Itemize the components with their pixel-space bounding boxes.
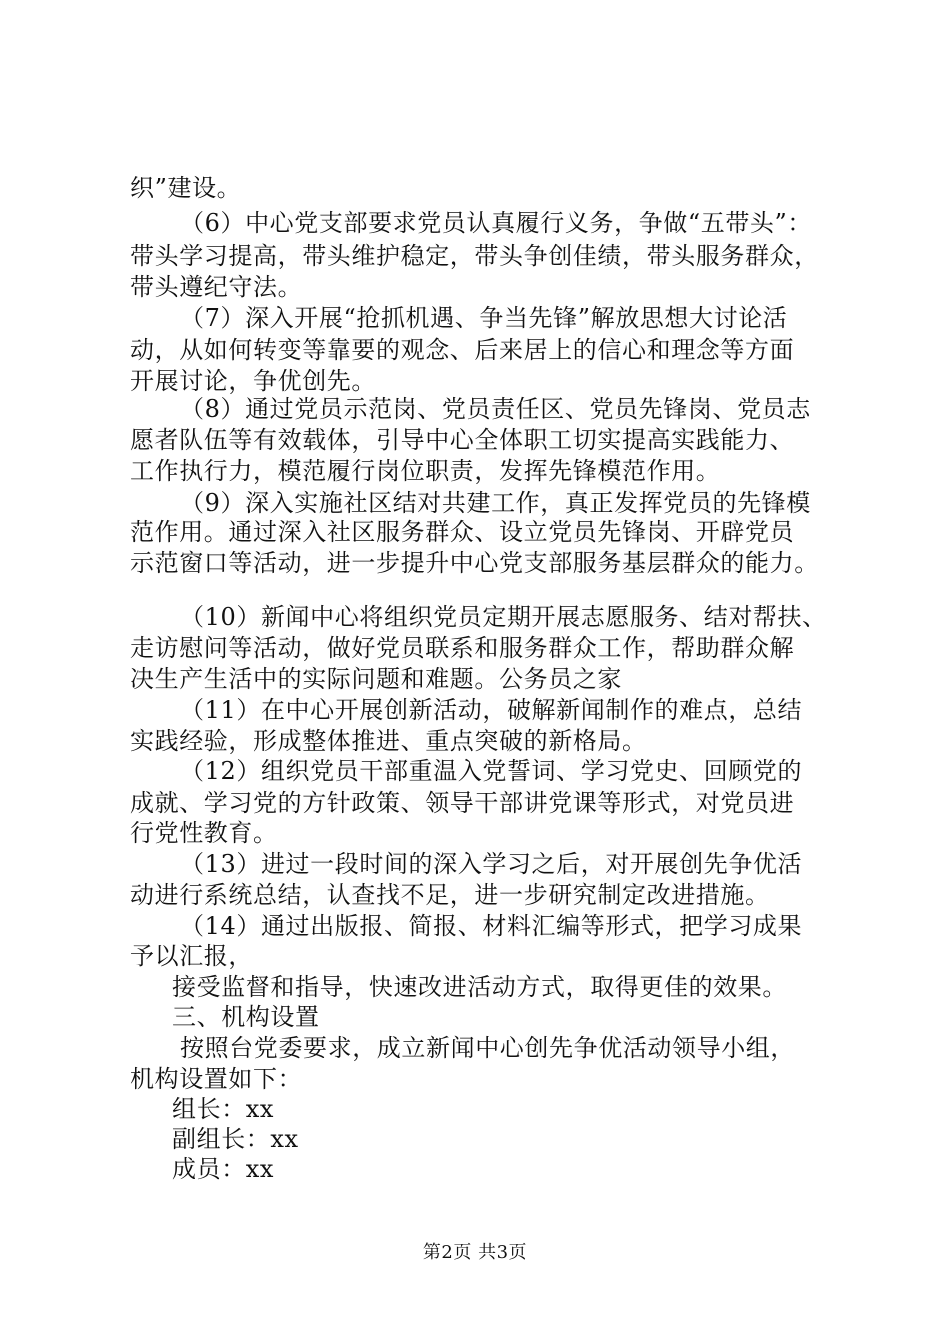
text-line: （8）通过党员示范岗、党员责任区、党员先锋岗、党员志: [180, 395, 811, 423]
text-line: 成员：xx: [172, 1155, 275, 1183]
text-line: 愿者队伍等有效载体，引导中心全体职工切实提高实践能力、: [130, 426, 795, 454]
text-line: 示范窗口等活动，进一步提升中心党支部服务基层群众的能力。: [130, 549, 819, 577]
page-number-footer: 第2页 共3页: [422, 1242, 528, 1263]
text-line: 开展讨论，争优创先。: [130, 367, 376, 395]
text-line: （12）组织党员干部重温入党誓词、学习党史、回顾党的: [180, 757, 803, 785]
section-heading: 三、机构设置: [172, 1003, 320, 1031]
text-line: 组长：xx: [172, 1095, 275, 1123]
text-line: 成就、学习党的方针政策、领导干部讲党课等形式，对党员进: [130, 789, 795, 817]
text-line: 织”建设。: [130, 174, 242, 202]
text-line: 决生产生活中的实际问题和难题。公务员之家: [130, 665, 622, 693]
text-line: 带头遵纪守法。: [130, 273, 303, 301]
text-line: 行党性教育。: [130, 819, 278, 847]
text-line: 予以汇报，: [130, 942, 253, 970]
text-line: （11）在中心开展创新活动，破解新闻制作的难点，总结: [180, 696, 803, 724]
text-line: 实践经验，形成整体推进、重点突破的新格局。: [130, 727, 647, 755]
text-line: （7）深入开展“抢抓机遇、争当先锋”解放思想大讨论活: [180, 304, 788, 332]
text-line: 动进行系统总结，认查找不足，进一步研究制定改进措施。: [130, 881, 770, 909]
text-line: 走访慰问等活动，做好党员联系和服务群众工作，帮助群众解: [130, 634, 795, 662]
text-line: 副组长：xx: [172, 1125, 299, 1153]
text-line: （6）中心党支部要求党员认真履行义务，争做“五带头”：: [180, 209, 813, 237]
text-line: 带头学习提高，带头维护稳定，带头争创佳绩，带头服务群众，: [130, 242, 819, 270]
text-line: （13）进过一段时间的深入学习之后，对开展创先争优活: [180, 850, 803, 878]
text-line: 机构设置如下：: [130, 1065, 303, 1093]
text-line: 范作用。通过深入社区服务群众、设立党员先锋岗、开辟党员: [130, 518, 795, 546]
text-line: 按照台党委要求，成立新闻中心创先争优活动领导小组，: [180, 1034, 795, 1062]
text-line: （14）通过出版报、简报、材料汇编等形式，把学习成果: [180, 912, 803, 940]
text-line: 接受监督和指导，快速改进活动方式，取得更佳的效果。: [172, 973, 787, 1001]
text-line: （10）新闻中心将组织党员定期开展志愿服务、结对帮扶、: [180, 603, 827, 631]
text-line: （9）深入实施社区结对共建工作，真正发挥党员的先锋模: [180, 489, 811, 517]
text-line: 工作执行力，模范履行岗位职责，发挥先锋模范作用。: [130, 457, 721, 485]
text-line: 动，从如何转变等靠要的观念、后来居上的信心和理念等方面: [130, 336, 795, 364]
